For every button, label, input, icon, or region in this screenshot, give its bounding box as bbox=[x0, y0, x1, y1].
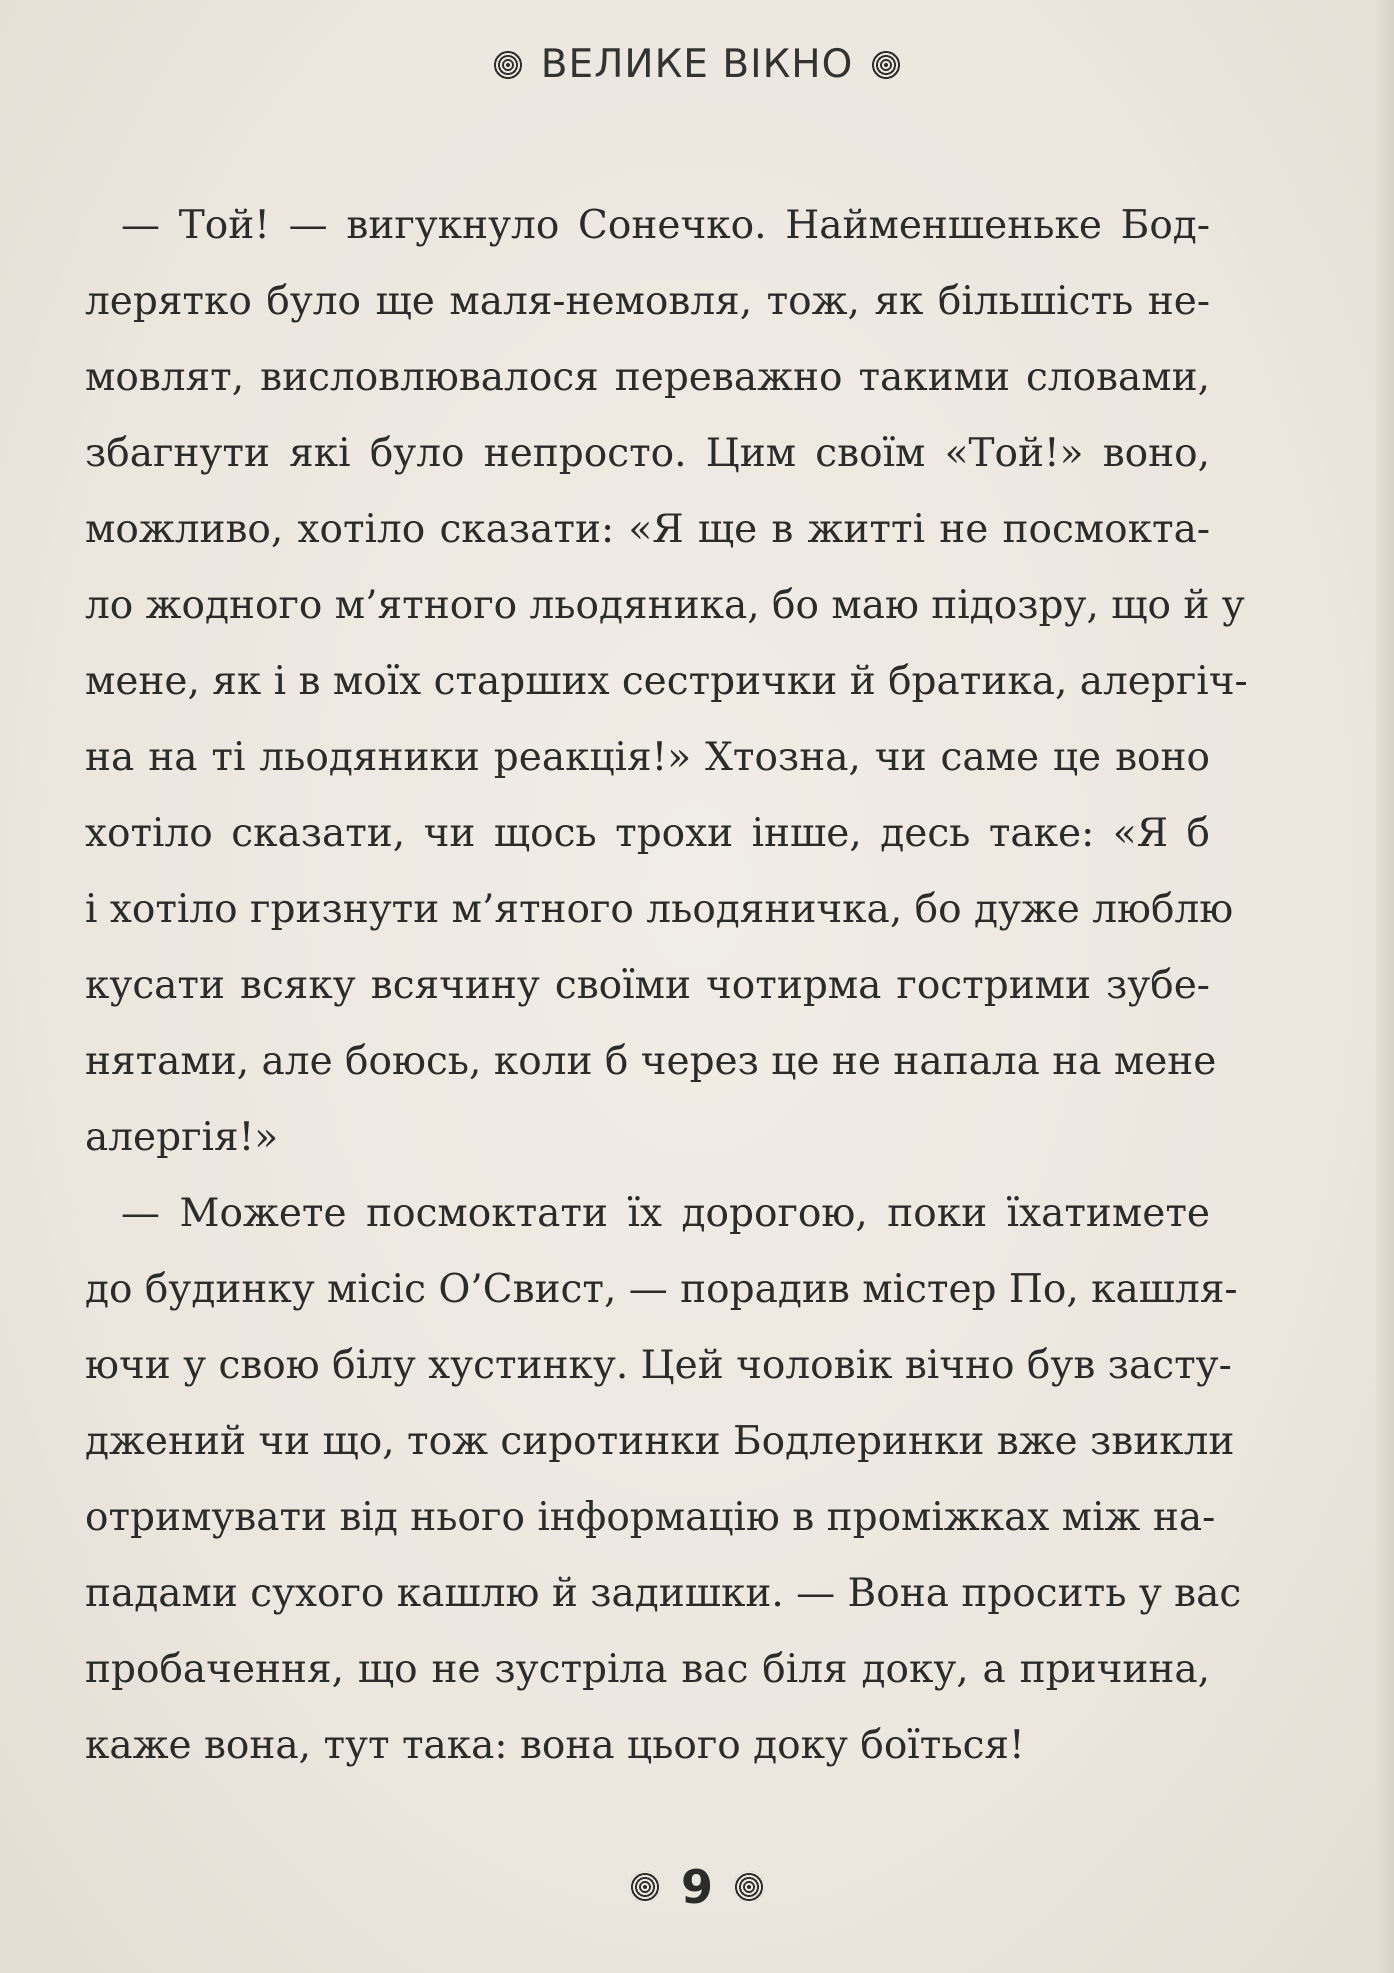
text-line: до будинку місіс О’Свист, — порадив містер По, кашля- bbox=[85, 1267, 1238, 1312]
text-line: мовлят, висловлювалося переважно такими словами, bbox=[85, 355, 1210, 400]
text-line: каже вона, тут така: вона цього доку боїться! bbox=[85, 1723, 1025, 1768]
text-line: нятами, але боюсь, коли б через це не напала на мене bbox=[85, 1039, 1217, 1084]
page-footer bbox=[0, 1860, 1394, 1914]
spiral-ornament-icon bbox=[733, 1871, 765, 1903]
text-line: ло жодного м’ятного льодяника, бо маю підозру, що й у bbox=[85, 583, 1245, 628]
page-edge bbox=[1376, 0, 1394, 1973]
text-line: отримувати від нього інформацію в проміжках між на- bbox=[85, 1495, 1216, 1540]
text-line: ючи у свою білу хустинку. Цей чоловік вічно був засту- bbox=[85, 1343, 1232, 1388]
text-line: мене, як і в моїх старших сестрички й братика, алергіч- bbox=[85, 659, 1248, 704]
text-line: алергія!» bbox=[85, 1115, 279, 1160]
text-line: джений чи що, тож сиротинки Бодлеринки вже звикли bbox=[85, 1419, 1235, 1464]
spiral-ornament-icon bbox=[871, 50, 901, 80]
text-line: хотіло сказати, чи щось трохи інше, десь таке: «Я б bbox=[85, 811, 1210, 856]
body-text bbox=[85, 188, 1248, 1784]
spiral-ornament-icon bbox=[629, 1871, 661, 1903]
text-line: пробачення, що не зустріла вас біля доку, а причина, bbox=[85, 1647, 1210, 1692]
text-line: — Можете посмоктати їх дорогою, поки їхатимете bbox=[121, 1191, 1210, 1236]
text-line: кусати всяку всячину своїми чотирма гострими зубе- bbox=[85, 963, 1210, 1008]
text-line: падами сухого кашлю й задишки. — Вона просить у вас bbox=[85, 1571, 1242, 1616]
page-number: 9 bbox=[680, 1860, 713, 1914]
text-line: можливо, хотіло сказати: «Я ще в житті не посмокта- bbox=[85, 507, 1210, 552]
text-line: — Той! — вигукнуло Сонечко. Найменшеньке Бод- bbox=[121, 203, 1210, 248]
text-line: лерятко було ще маля-немовля, тож, як більшість не- bbox=[85, 279, 1210, 324]
text-line: на на ті льодяники реакція!» Хтозна, чи саме це воно bbox=[85, 735, 1210, 780]
running-header bbox=[0, 42, 1394, 87]
text-line: і хотіло гризнути м’ятного льодяничка, бо дуже люблю bbox=[85, 887, 1234, 932]
chapter-title: ВЕЛИКЕ ВІКНО bbox=[540, 42, 854, 87]
text-line: збагнути які було непросто. Цим своїм «Той!» воно, bbox=[85, 431, 1210, 476]
spiral-ornament-icon bbox=[493, 50, 523, 80]
